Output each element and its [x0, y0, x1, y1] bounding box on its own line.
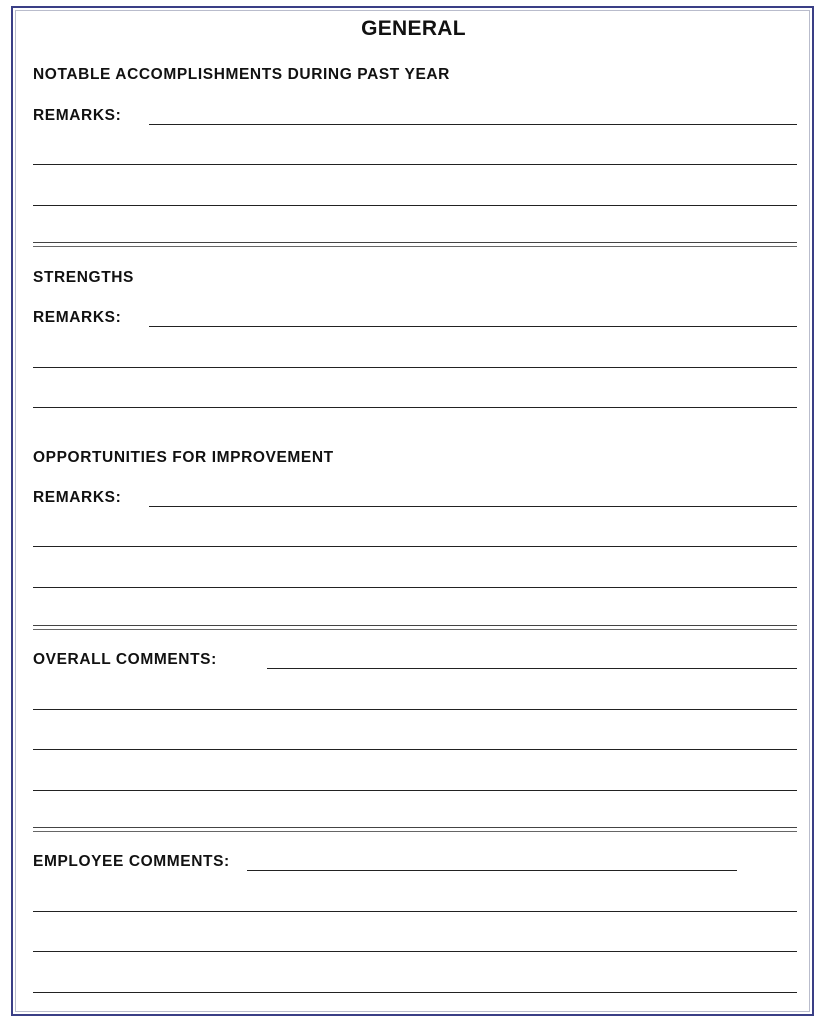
accomplishments-remarks-field[interactable]	[149, 124, 797, 125]
improvement-line-3[interactable]	[33, 587, 797, 588]
employee-comments-label: EMPLOYEE COMMENTS:	[33, 853, 230, 870]
strengths-line-3[interactable]	[33, 407, 797, 408]
section-divider	[33, 827, 797, 832]
improvement-line-2[interactable]	[33, 546, 797, 547]
employee-line-3[interactable]	[33, 951, 797, 952]
overall-comments-label: OVERALL COMMENTS:	[33, 651, 217, 668]
accomplishments-heading: NOTABLE ACCOMPLISHMENTS DURING PAST YEAR	[33, 66, 450, 83]
section-divider	[33, 242, 797, 247]
accomplishments-line-2[interactable]	[33, 164, 797, 165]
accomplishments-remarks-label: REMARKS:	[33, 107, 122, 124]
strengths-remarks-label: REMARKS:	[33, 309, 122, 326]
employee-comments-field[interactable]	[247, 870, 737, 871]
improvement-heading: OPPORTUNITIES FOR IMPROVEMENT	[33, 449, 334, 466]
form-title: GENERAL	[361, 17, 466, 40]
strengths-remarks-field[interactable]	[149, 326, 797, 327]
overall-line-4[interactable]	[33, 790, 797, 791]
section-divider	[33, 625, 797, 630]
strengths-line-2[interactable]	[33, 367, 797, 368]
overall-comments-field[interactable]	[267, 668, 797, 669]
overall-line-2[interactable]	[33, 709, 797, 710]
accomplishments-line-3[interactable]	[33, 205, 797, 206]
overall-line-3[interactable]	[33, 749, 797, 750]
employee-line-4[interactable]	[33, 992, 797, 993]
strengths-heading: STRENGTHS	[33, 269, 134, 286]
improvement-remarks-label: REMARKS:	[33, 489, 122, 506]
improvement-remarks-field[interactable]	[149, 506, 797, 507]
employee-line-2[interactable]	[33, 911, 797, 912]
